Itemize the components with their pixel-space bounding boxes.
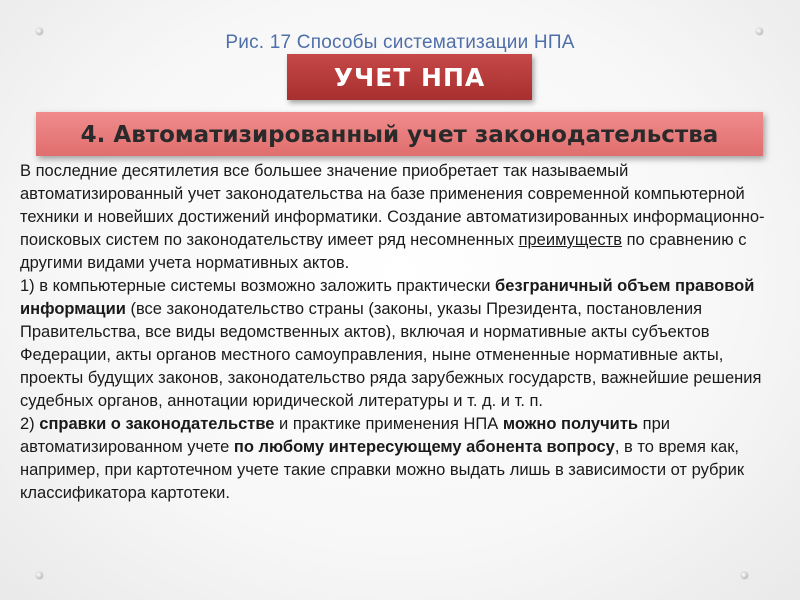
point-2-text-1: и практике применения НПА (274, 415, 503, 433)
intro-paragraph (20, 160, 785, 275)
corner-pin-bottom-left-icon (36, 572, 43, 579)
badge-label: УЧЕТ НПА (333, 62, 486, 92)
slide-body-text (20, 160, 785, 505)
point-1-paragraph (20, 275, 785, 413)
corner-pin-bottom-right-icon (741, 572, 748, 579)
point-2-emphasis-1: справки о законодательстве (39, 415, 275, 433)
point-2-paragraph (20, 413, 785, 505)
point-2-emphasis-3: по любому интересующему абонента вопросу (233, 438, 615, 456)
point-2-emphasis-2: можно получить (502, 415, 639, 433)
point-2-prefix: 2) (20, 415, 40, 433)
section-title: 4. Автоматизированный учет законодательства (80, 122, 719, 148)
topic-badge (287, 54, 532, 100)
intro-text-start: В последние десятилетия все большее значение приобретает так называемый автоматизированный учет законодательства на базе применения современной компьютерной техники и новейших достижений информатики. Создание автоматизированных информационно-поисковых систем по законодательству имеет ряд несомненных (20, 162, 765, 249)
point-2-rest: , в то время как, например, при картотечном учете такие справки можно выдать лишь в зависимости от рубрик классификатора картотеки. (20, 438, 745, 502)
point-1-rest: (все законодательство страны (законы, указы Президента, постановления Правительства, все виды ведомственных актов), включая и нормативные акты субъектов Федерации, акты органов местного самоуправления, ныне отмененные нормативные акты, проекты будущих законов, законодательство ряда зарубежных государств, важнейшие решения судебных органов, аннотации юридической литературы и т. д. и т. п. (20, 300, 762, 410)
figure-caption: Рис. 17 Способы систематизации НПА (225, 32, 575, 53)
intro-text-end: по сравнению с другими видами учета нормативных актов. (20, 231, 747, 272)
underlined-term: преимуществ (518, 231, 622, 249)
point-1-prefix: 1) в компьютерные системы возможно заложить практически (20, 277, 496, 295)
point-1-emphasis: безграничный объем правовой информации (20, 277, 755, 318)
point-2-text-2: при автоматизированном учете (20, 415, 670, 456)
